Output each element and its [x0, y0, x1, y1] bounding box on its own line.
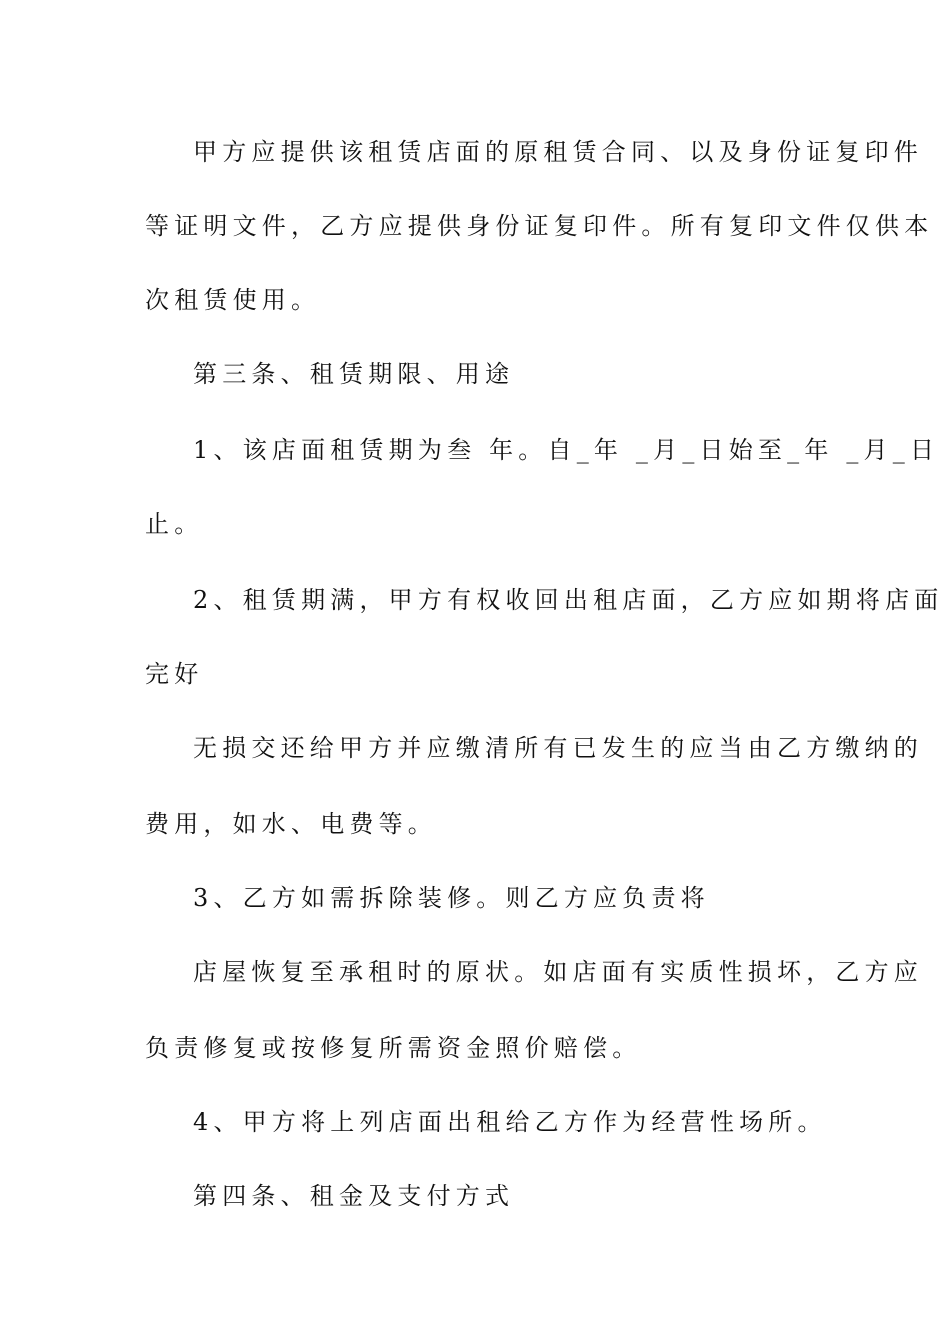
- paragraph-line: 止。: [145, 510, 204, 538]
- section-heading: 第四条、租金及支付方式: [193, 1182, 515, 1210]
- paragraph-line: 4、甲方将上列店面出租给乙方作为经营性场所。: [193, 1108, 827, 1136]
- paragraph-line: 完好: [145, 660, 204, 688]
- paragraph-line: 等证明文件，乙方应提供身份证复印件。所有复印文件仅供本: [145, 212, 934, 240]
- paragraph-line: 3、乙方如需拆除装修。则乙方应负责将: [193, 884, 710, 912]
- paragraph-line: 次租赁使用。: [145, 286, 321, 314]
- paragraph-line: 无损交还给甲方并应缴清所有已发生的应当由乙方缴纳的: [193, 734, 923, 762]
- paragraph-line: 负责修复或按修复所需资金照价赔偿。: [145, 1034, 642, 1062]
- paragraph-line: 费用，如水、电费等。: [145, 810, 437, 838]
- paragraph-line: 甲方应提供该租赁店面的原租赁合同、以及身份证复印件: [193, 138, 923, 166]
- paragraph-line: 2、租赁期满，甲方有权收回出租店面，乙方应如期将店面: [193, 586, 944, 614]
- paragraph-line: 店屋恢复至承租时的原状。如店面有实质性损坏，乙方应: [193, 958, 923, 986]
- section-heading: 第三条、租赁期限、用途: [193, 360, 515, 388]
- paragraph-line: 1、该店面租赁期为叁 年。自_年 _月_日始至_年 _月_日: [193, 436, 940, 464]
